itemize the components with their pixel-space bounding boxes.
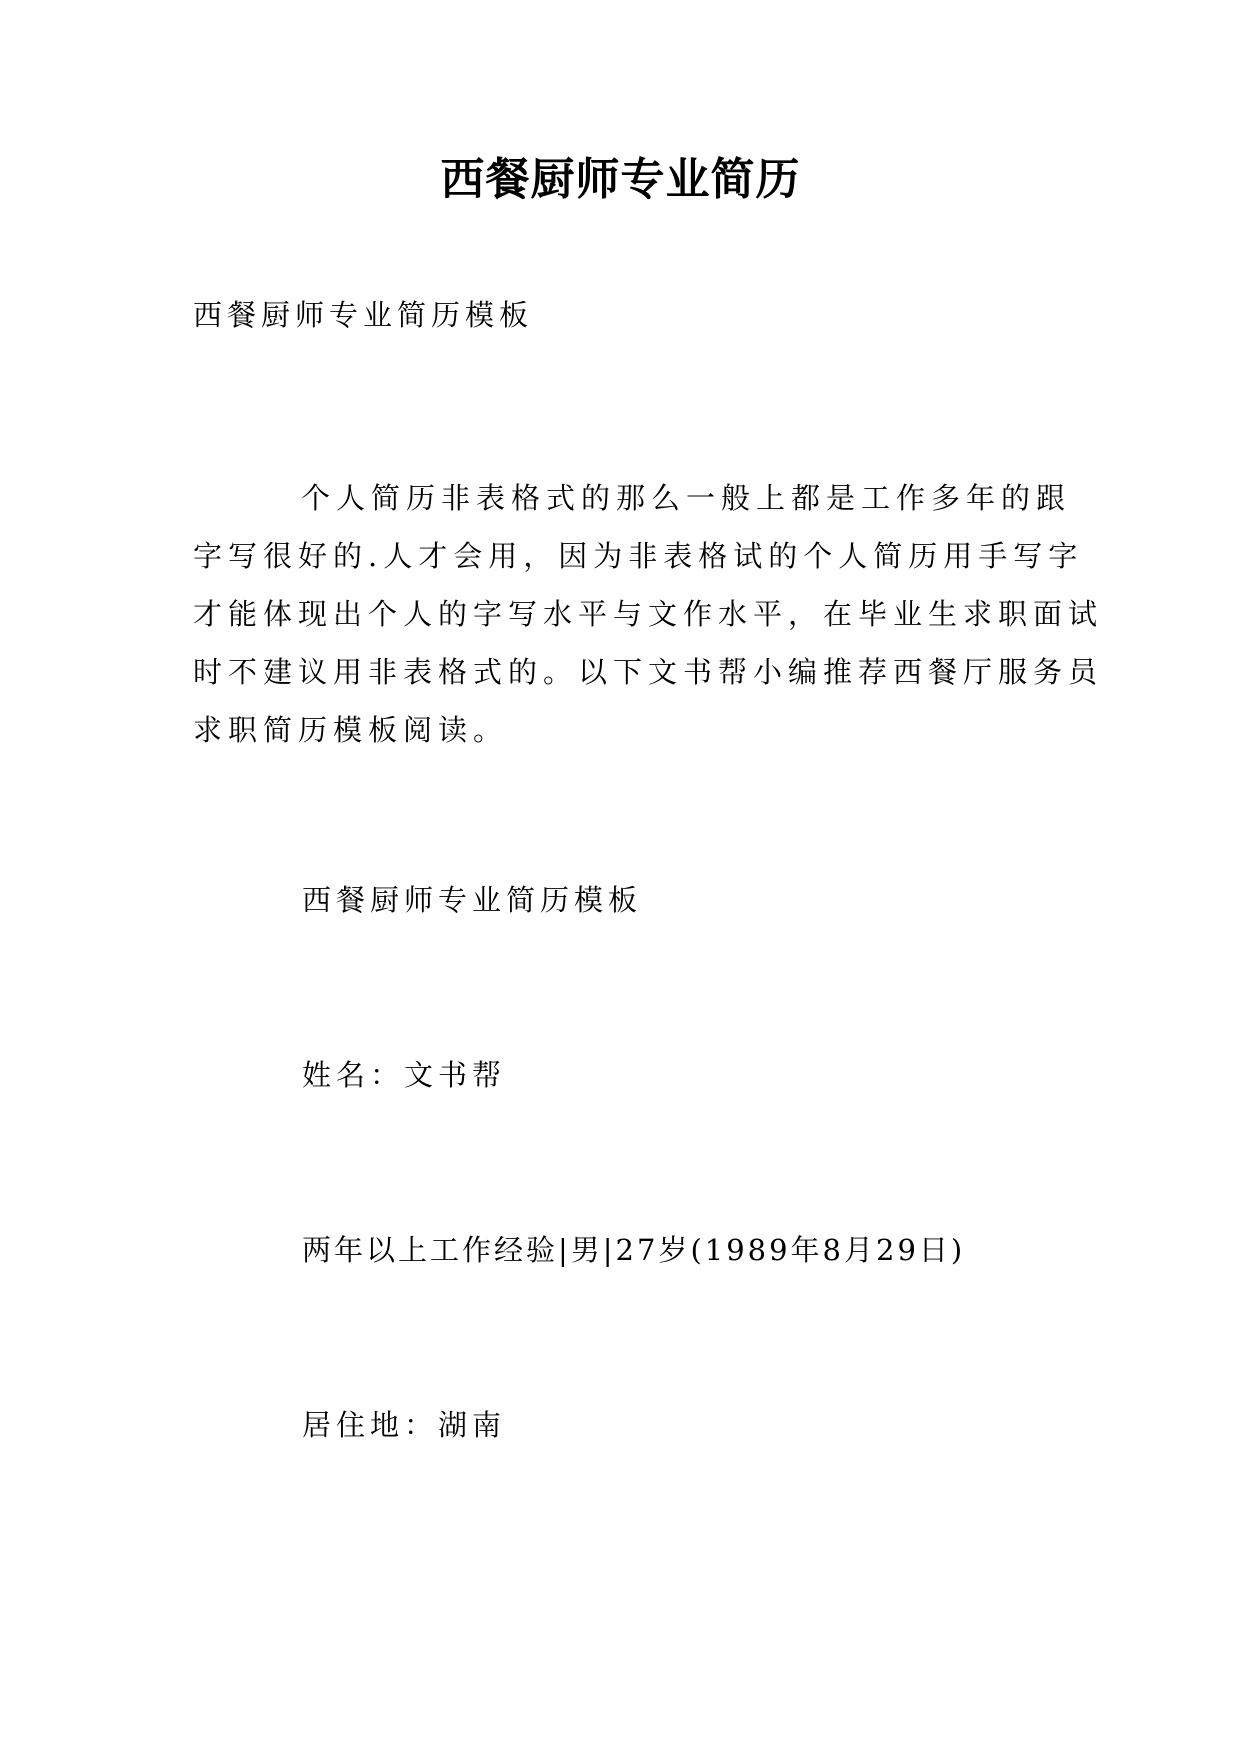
name-line: 姓名：文书帮 <box>302 1058 507 1092</box>
intro-line: 时不建议用非表格式的。以下文书帮小编推荐西餐厅服务员 <box>193 655 1104 689</box>
template-heading: 西餐厨师专业简历模板 <box>302 883 643 917</box>
intro-paragraph <box>193 469 1104 759</box>
summary-line: 两年以上工作经验|男|27岁(1989年8月29日) <box>302 1233 966 1267</box>
document-title: 西餐厨师专业简历 <box>440 154 801 205</box>
intro-line: 求职简历模板阅读。 <box>193 713 509 747</box>
document-subtitle: 西餐厨师专业简历模板 <box>193 298 534 332</box>
intro-line: 才能体现出个人的字写水平与文作水平，在毕业生求职面试 <box>193 597 1104 631</box>
residence-line: 居住地：湖南 <box>302 1408 507 1442</box>
intro-line: 字写很好的.人才会用，因为非表格试的个人简历用手写字 <box>193 539 1084 573</box>
intro-line: 个人简历非表格式的那么一般上都是工作多年的跟 <box>301 481 1072 515</box>
